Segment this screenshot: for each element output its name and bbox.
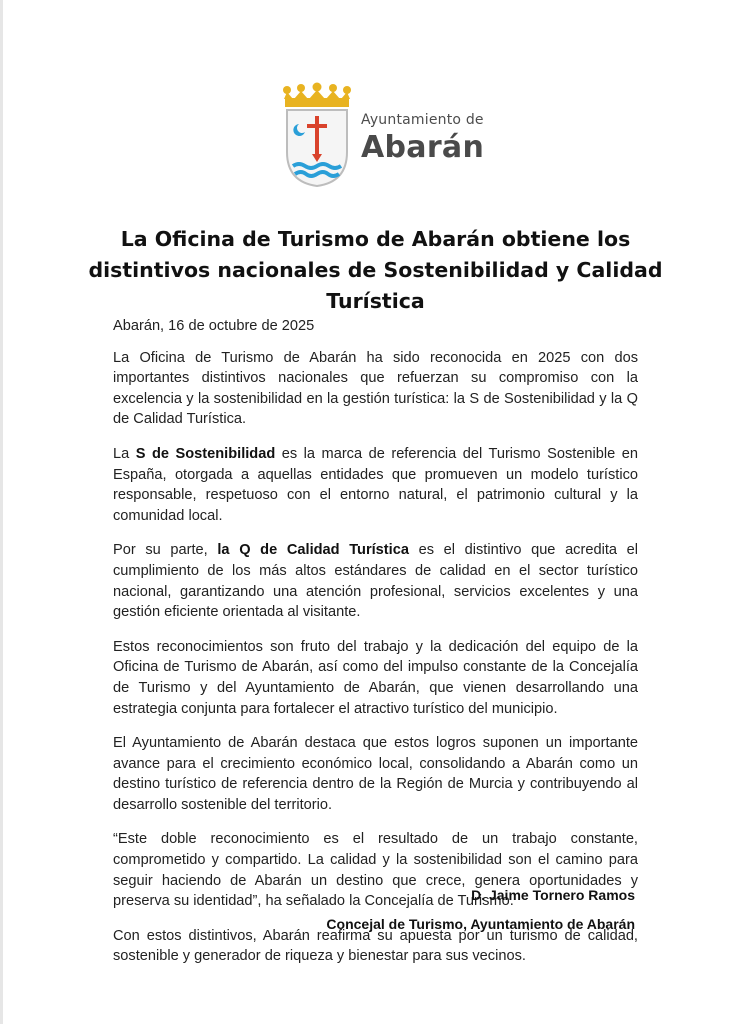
paragraph-2-rest: es la marca de referencia del Turismo Sostenible en España, otorgada a aquellas entidades que promueven un modelo turístico responsable, respetuoso con el entorno natural, el patrimonio cultural y la comunidad local. [113,445,639,524]
coat-of-arms-icon [279,82,355,188]
date-line: Abarán, 16 de octubre de 2025 [113,318,315,334]
header-logo [279,82,499,192]
paragraph-5: El Ayuntamiento de Abarán destaca que estos logros suponen un importante avance para el crecimiento económico local, consolidando a Abarán como un destino turístico de referencia dentro de la Región de Murcia y contribuyendo al desarrollo sostenible del territorio. [113,735,638,813]
paragraph-2 [113,444,638,526]
logo-wordmark [361,112,484,165]
paragraph-3 [113,540,638,622]
paragraph-1: La Oficina de Turismo de Abarán ha sido reconocida en 2025 con dos importantes distintivos nacionales que refuerzan su compromiso con la excelencia y la sostenibilidad en la gestión turística: la S de Sostenibilidad y la Q de Calidad Turística. [113,349,638,428]
paragraph-6-quote: “Este doble reconocimiento es el resultado de un trabajo constante, comprometido y compartido. La calidad y la sostenibilidad son el camino para seguir haciendo de Abarán un destino que crece, genera oportunidades y preserva su identidad”, ha señalado la Concejalía de Turismo. [113,831,638,910]
paragraph-3-rest: es el distintivo que acredita el cumplimiento de los más altos estándares de calidad en el sector turístico nacional, garantizando una atención profesional, servicios excelentes y una gestión eficiente orientada al visitante. [113,542,638,621]
logo-line-ayuntamiento: Ayuntamiento de [361,112,484,128]
press-release-body [113,316,638,981]
paragraph-2-lead: La [113,445,136,462]
logo-line-abaran: Abarán [361,130,485,165]
paragraph-4: Estos reconocimientos son fruto del trabajo y la dedicación del equipo de la Oficina de Turismo de Abarán, así como del impulso constante de la Concejalía de Turismo y del Ayuntamiento de Abarán, que vienen desarrollando una estrategia conjunta para fortalecer el atractivo turístico del municipio. [113,638,638,717]
signature-name: D. Jaime Tornero Ramos [471,887,635,903]
paragraph-3-lead: Por su parte, [113,542,218,559]
signature-block [326,887,635,945]
paragraph-2-bold: S de Sostenibilidad [135,445,276,462]
signature-role: Concejal de Turismo, Ayuntamiento de Abarán [326,916,635,932]
paragraph-3-bold: la Q de Calidad Turística [217,542,409,559]
press-release-title: La Oficina de Turismo de Abarán obtiene los distintivos nacionales de Sostenibilidad y Calidad Turística [88,227,663,313]
paragraph-7: Con estos distintivos, Abarán reafirma su apuesta por un turismo de calidad, sostenible y generador de riqueza y bienestar para sus vecinos. [113,927,638,965]
